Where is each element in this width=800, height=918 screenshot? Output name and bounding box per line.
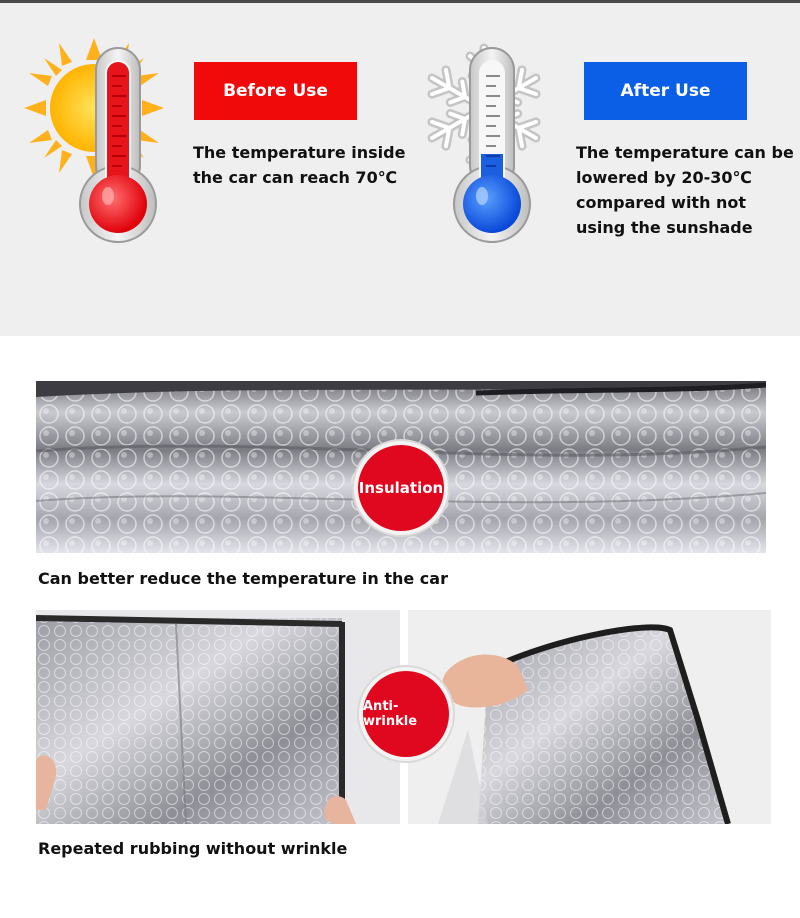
anti-wrinkle-badge: Anti-wrinkle	[359, 667, 453, 761]
before-use-description	[193, 140, 405, 190]
description-line: the car can reach 70℃	[193, 168, 398, 187]
before-use-label: Before Use	[194, 62, 357, 120]
description-line: lowered by 20-30℃	[576, 168, 752, 187]
insulation-badge: Insulation	[354, 441, 448, 535]
after-use-description	[576, 140, 794, 240]
folded-sunshade-photo	[36, 610, 400, 824]
cold-thermometer-icon	[450, 46, 534, 246]
description-line: The temperature can be	[576, 143, 794, 162]
description-line: The temperature inside	[193, 143, 406, 162]
description-line: using the sunshade	[576, 218, 753, 237]
top-border	[0, 0, 800, 3]
hot-thermometer-icon	[76, 46, 160, 246]
description-line: compared with not	[576, 193, 747, 212]
hand-holding-sunshade-photo	[408, 610, 771, 824]
anti-wrinkle-caption: Repeated rubbing without wrinkle	[38, 839, 348, 858]
insulation-caption: Can better reduce the temperature in the car	[38, 569, 448, 588]
temperature-comparison-panel	[0, 0, 800, 336]
after-use-label: After Use	[584, 62, 747, 120]
